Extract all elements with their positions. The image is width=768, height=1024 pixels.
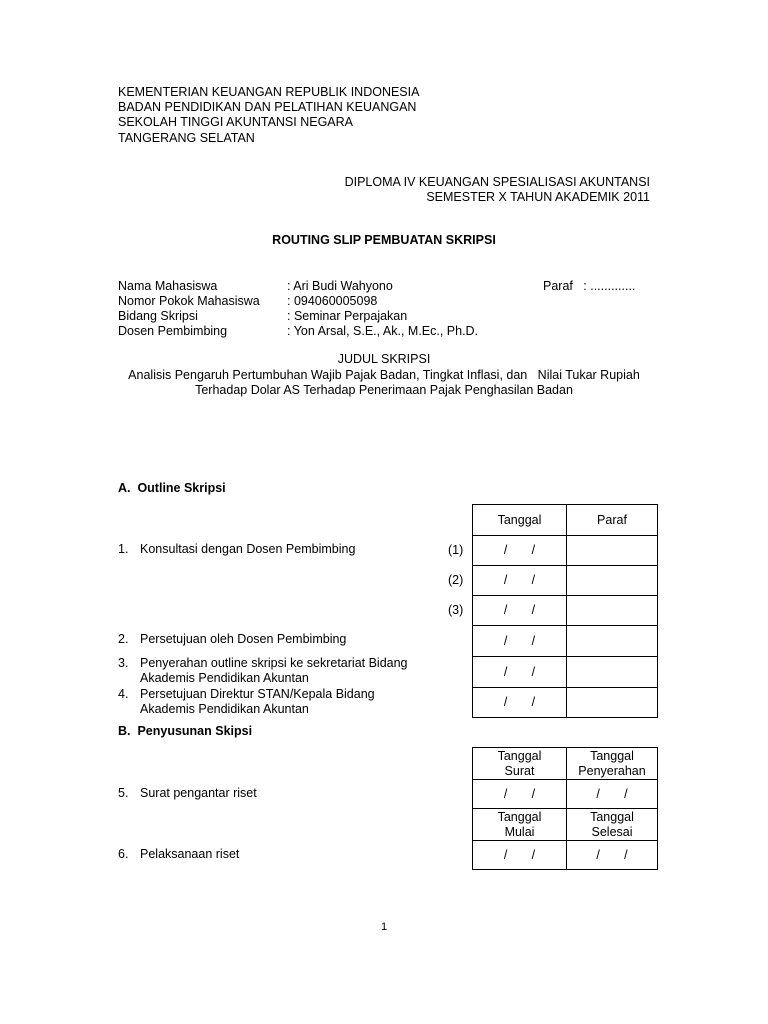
section-b-heading: B. Penyusunan Skipsi <box>118 724 253 738</box>
advisor-label: Dosen Pembimbing <box>118 324 228 338</box>
item-num-6: 6. <box>118 847 129 861</box>
col-tanggal-header: Tanggal <box>472 504 567 536</box>
item-num-5: 5. <box>118 786 129 800</box>
date-cell[interactable]: / / <box>472 687 567 718</box>
col-tanggal-penyerahan-header: Tanggal Penyerahan <box>566 747 658 780</box>
semester-info: SEMESTER X TAHUN AKADEMIK 2011 <box>426 190 650 204</box>
field-label: Bidang Skripsi <box>118 309 198 323</box>
program-name: DIPLOMA IV KEUANGAN SPESIALISASI AKUNTANSI <box>344 175 650 189</box>
item-text-4: Persetujuan Direktur STAN/Kepala Bidang <box>140 687 375 701</box>
item-text-6: Pelaksanaan riset <box>140 847 240 861</box>
item-text-2: Persetujuan oleh Dosen Pembimbing <box>140 632 347 646</box>
npm-value: : 094060005098 <box>287 294 378 308</box>
date-cell[interactable]: / / <box>566 779 658 809</box>
date-cell[interactable]: / / <box>472 779 567 809</box>
npm-label: Nomor Pokok Mahasiswa <box>118 294 260 308</box>
item-text-3: Penyerahan outline skripsi ke sekretariat Bidang <box>140 656 408 670</box>
name-value: : Ari Budi Wahyono <box>287 279 393 293</box>
section-a-heading: A. Outline Skripsi <box>118 481 226 495</box>
col-paraf-header: Paraf <box>566 504 658 536</box>
name-label: Nama Mahasiswa <box>118 279 218 293</box>
item-text-1: Konsultasi dengan Dosen Pembimbing <box>140 542 356 556</box>
paraf-cell[interactable] <box>566 687 658 718</box>
date-cell[interactable]: / / <box>472 656 567 688</box>
item-text-4b: Akademis Pendidikan Akuntan <box>140 702 309 716</box>
item-num-1: 1. <box>118 542 129 556</box>
page-title: ROUTING SLIP PEMBUATAN SKRIPSI <box>272 233 496 247</box>
date-cell[interactable]: / / <box>472 535 567 566</box>
city-name: TANGERANG SELATAN <box>118 131 255 145</box>
date-cell[interactable]: / / <box>566 840 658 870</box>
paraf-cell[interactable] <box>566 535 658 566</box>
page-number: 1 <box>380 921 388 933</box>
thesis-title-line2: Terhadap Dolar AS Terhadap Penerimaan Pajak Penghasilan Badan <box>195 383 573 397</box>
ministry-name: KEMENTERIAN KEUANGAN REPUBLIK INDONESIA <box>118 85 420 99</box>
thesis-title-line1: Analisis Pengaruh Pertumbuhan Wajib Pajak Badan, Tingkat Inflasi, dan Nilai Tukar Rupiah <box>128 368 640 382</box>
date-cell[interactable]: / / <box>472 625 567 657</box>
date-cell[interactable]: / / <box>472 565 567 596</box>
paraf-cell[interactable] <box>566 595 658 626</box>
sub-3: (3) <box>448 603 464 617</box>
paraf-cell[interactable] <box>566 565 658 596</box>
school-name: SEKOLAH TINGGI AKUNTANSI NEGARA <box>118 115 354 129</box>
paraf-cell[interactable] <box>566 656 658 688</box>
thesis-heading: JUDUL SKRIPSI <box>337 352 431 366</box>
item-num-2: 2. <box>118 632 129 646</box>
item-num-3: 3. <box>118 656 129 670</box>
sub-2: (2) <box>448 573 464 587</box>
item-text-3b: Akademis Pendidikan Akuntan <box>140 671 309 685</box>
field-value: : Seminar Perpajakan <box>287 309 408 323</box>
col-tanggal-mulai-header: Tanggal Mulai <box>472 808 567 841</box>
col-tanggal-surat-header: Tanggal Surat <box>472 747 567 780</box>
agency-name: BADAN PENDIDIKAN DAN PELATIHAN KEUANGAN <box>118 100 417 114</box>
date-cell[interactable]: / / <box>472 595 567 626</box>
col-tanggal-selesai-header: Tanggal Selesai <box>566 808 658 841</box>
paraf-cell[interactable] <box>566 625 658 657</box>
date-cell[interactable]: / / <box>472 840 567 870</box>
paraf-field: Paraf : ............. <box>543 279 636 293</box>
item-text-5: Surat pengantar riset <box>140 786 257 800</box>
item-num-4: 4. <box>118 687 129 701</box>
sub-1: (1) <box>448 543 464 557</box>
advisor-value: : Yon Arsal, S.E., Ak., M.Ec., Ph.D. <box>287 324 479 338</box>
